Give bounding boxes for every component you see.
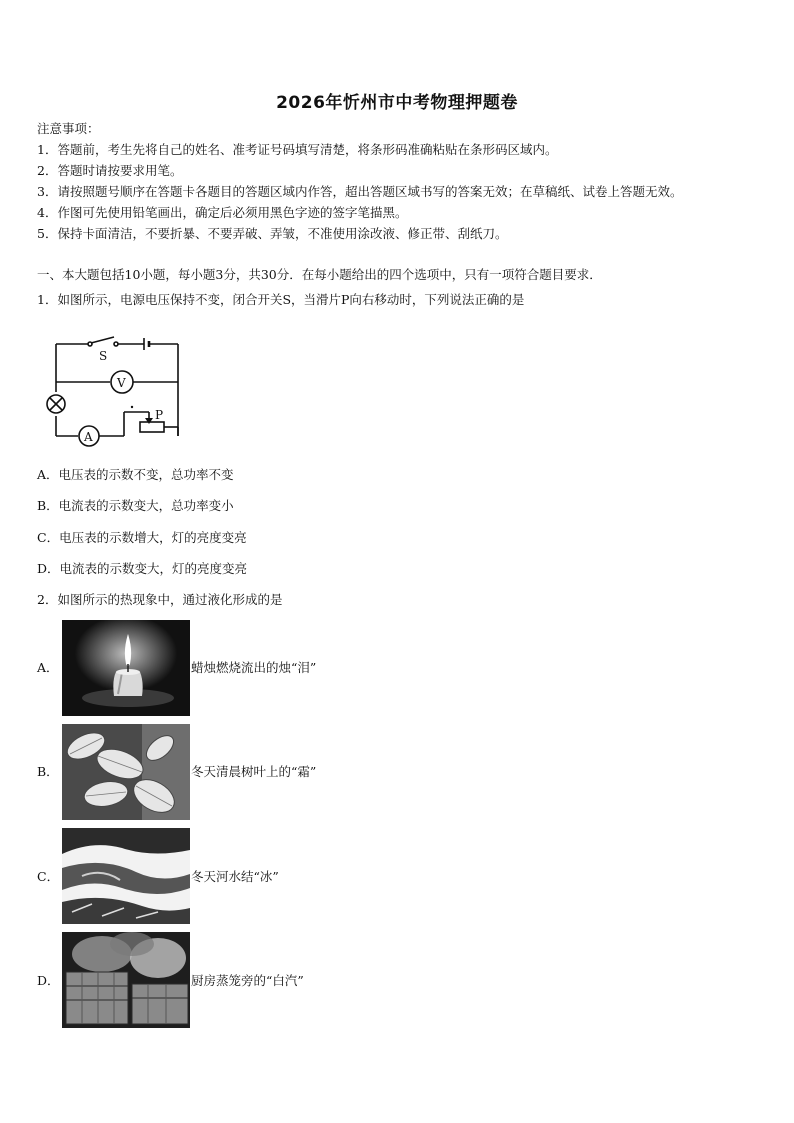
notice-item-4: 4．作图可先使用铅笔画出，确定后必须用黑色字迹的签字笔描黑。 bbox=[37, 205, 408, 220]
circuit-diagram bbox=[44, 336, 184, 448]
q2-option-b-caption: 冬天清晨树叶上的“霜” bbox=[191, 764, 317, 779]
q2-option-d-letter: D． bbox=[37, 973, 60, 988]
page-title: 2026年忻州市中考物理押题卷 bbox=[276, 93, 518, 113]
q2-option-b-letter: B． bbox=[37, 764, 59, 779]
section-heading: 一、本大题包括10小题，每小题3分，共30分．在每小题给出的四个选项中，只有一项符合题目要求． bbox=[37, 267, 602, 282]
notice-item-5: 5．保持卡面清洁，不要折暴、不要弄破、弄皱，不准使用涂改液、修正带、刮纸刀。 bbox=[37, 226, 508, 241]
frozen-river-photo bbox=[62, 828, 190, 924]
ammeter-label: A bbox=[84, 430, 93, 444]
slider-label: P bbox=[155, 408, 164, 422]
notice-item-2: 2．答题时请按要求用笔。 bbox=[37, 163, 183, 178]
q1-option-b: B．电流表的示数变大，总功率变小 bbox=[37, 498, 234, 513]
candle-photo bbox=[62, 620, 190, 716]
notice-heading: 注意事项： bbox=[37, 121, 100, 136]
q1-option-c: C．电压表的示数增大，灯的亮度变亮 bbox=[37, 530, 247, 545]
q1-option-d: D．电流表的示数变大，灯的亮度变亮 bbox=[37, 561, 248, 576]
q1-option-a: A．电压表的示数不变，总功率不变 bbox=[37, 467, 234, 482]
q2-option-a-letter: A． bbox=[37, 660, 59, 675]
q2-option-c-letter: C． bbox=[37, 869, 60, 884]
steamer-photo bbox=[62, 932, 190, 1028]
q2-option-a-caption: 蜡烛燃烧流出的烛“泪” bbox=[191, 660, 317, 675]
voltmeter-label: V bbox=[117, 376, 126, 390]
switch-label: S bbox=[99, 349, 108, 363]
question-2-stem: 2．如图所示的热现象中，通过液化形成的是 bbox=[37, 592, 283, 607]
frost-leaves-photo bbox=[62, 724, 190, 820]
q2-option-c-caption: 冬天河水结“冰” bbox=[191, 869, 279, 884]
question-1-stem: 1．如图所示，电源电压保持不变，闭合开关S，当滑片P向右移动时，下列说法正确的是 bbox=[37, 292, 525, 307]
notice-item-1: 1．答题前，考生先将自己的姓名、准考证号码填写清楚，将条形码准确粘贴在条形码区域内。 bbox=[37, 142, 558, 157]
notice-item-3: 3．请按照题号顺序在答题卡各题目的答题区域内作答，超出答题区域书写的答案无效；在草稿纸、试卷上答题无效。 bbox=[37, 184, 683, 199]
q2-option-d-caption: 厨房蒸笼旁的“白汽” bbox=[191, 973, 304, 988]
